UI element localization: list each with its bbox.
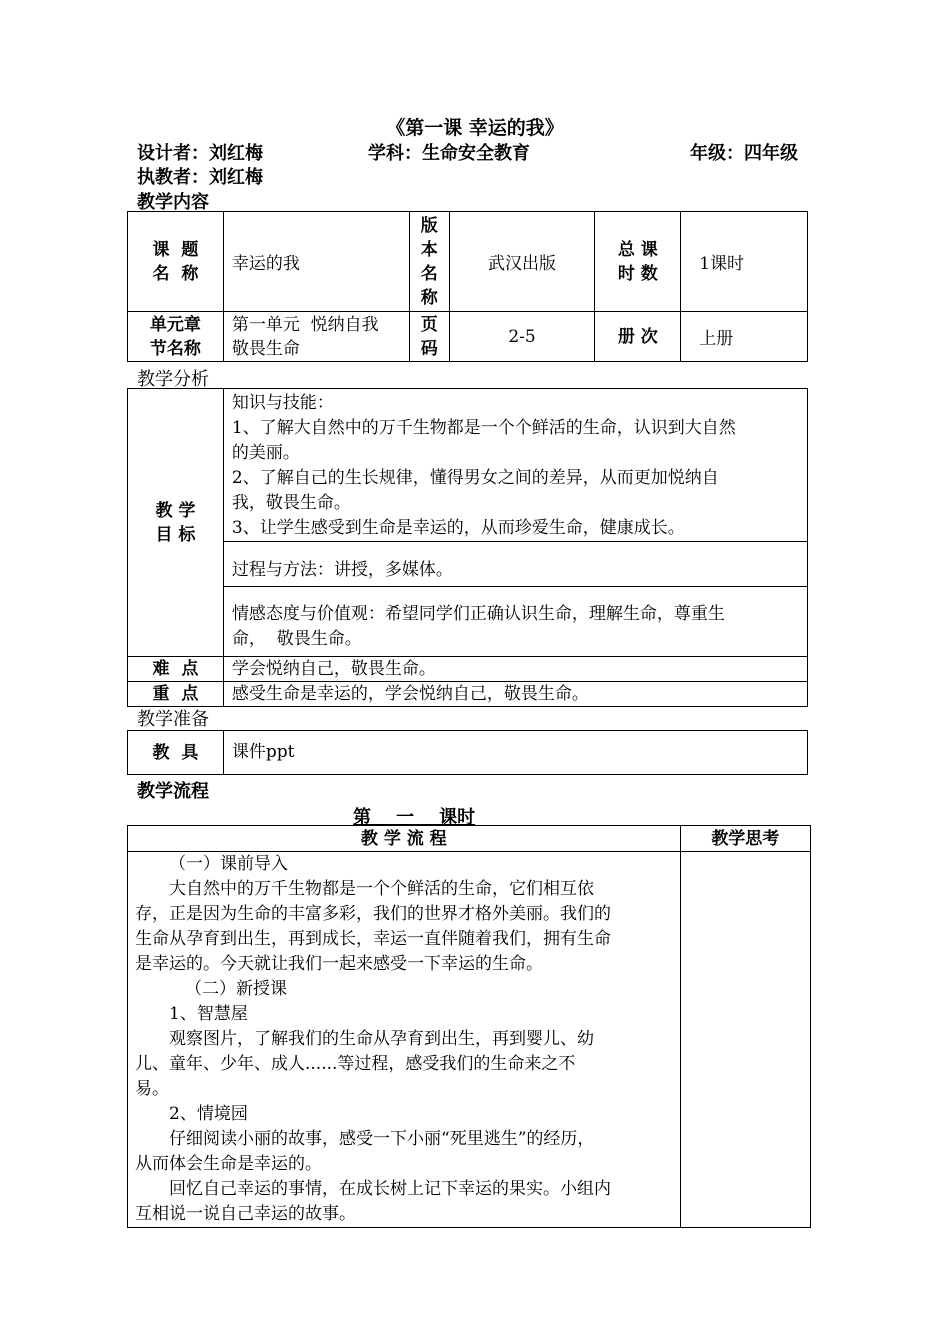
knowledge-skills: [223, 389, 807, 542]
flow-header: 教 学 流 程: [128, 826, 681, 852]
version-label: [409, 212, 449, 312]
section-heading-flow: 教学流程: [137, 781, 209, 802]
reflection-cell: [680, 852, 810, 1228]
unit-label-line2: 节名称: [149, 338, 201, 359]
document-title: 《第一课 幸运的我》: [386, 117, 564, 139]
goal-label-line1: 教 学: [155, 500, 196, 521]
page-label: [409, 312, 449, 362]
content-table: [127, 211, 808, 362]
designer-label: 设计者：刘红梅: [137, 143, 263, 164]
section-heading-content: 教学内容: [137, 192, 209, 213]
version-label-char: 版: [420, 215, 438, 236]
knowledge-line: 2、了解自己的生长规律，懂得男女之间的差异，从而更加悦纳自: [231, 468, 719, 488]
flow-line: 1、智慧屋: [169, 1004, 248, 1024]
knowledge-line: 知识与技能：: [231, 393, 334, 413]
topic-label: [128, 212, 224, 312]
flow-line: 儿、童年、少年、成人......等过程，感受我们的生命来之不: [135, 1054, 576, 1074]
flow-line: 大自然中的万千生物都是一个个鲜活的生命，它们相互依: [169, 879, 594, 899]
hours-label-line1: 总 课: [617, 239, 658, 260]
emotion-line: 命， 敬畏生命。: [231, 628, 362, 649]
flow-content: [128, 852, 681, 1228]
topic-value: 幸运的我: [223, 212, 409, 312]
unit-value-line1: 第一单元 悦纳自我: [231, 314, 379, 335]
page-label-line2: 码: [420, 338, 438, 359]
section-heading-analysis: 教学分析: [137, 369, 209, 390]
flow-line: 生命从孕育到出生，再到成长，幸运一直伴随着我们，拥有生命: [135, 929, 611, 949]
knowledge-line: 我，敬畏生命。: [231, 493, 351, 513]
section-heading-prep: 教学准备: [137, 709, 209, 730]
reflection-header: 教学思考: [680, 826, 810, 852]
flow-line: 是幸运的。今天就让我们一起来感受一下幸运的生命。: [135, 954, 543, 974]
unit-value-line2: 敬畏生命: [231, 338, 300, 359]
version-label-char: 称: [420, 287, 438, 308]
volume-label: 册 次: [595, 312, 681, 362]
emotion-line: 情感态度与价值观：希望同学们正确认识生命，理解生命，尊重生: [231, 603, 725, 624]
flow-line: 仔细阅读小丽的故事，感受一下小丽“死里逃生”的经历，: [169, 1129, 595, 1149]
goal-label-line2: 目 标: [155, 524, 196, 545]
tool-label: 教 具: [128, 731, 224, 775]
key-point-value: 感受生命是幸运的，学会悦纳自己，敬畏生命。: [223, 682, 807, 707]
tool-value: 课件ppt: [223, 731, 807, 775]
page-value: 2-5: [449, 312, 595, 362]
unit-value: [223, 312, 409, 362]
volume-value: 上册: [681, 312, 808, 362]
knowledge-line: 的美丽。: [231, 443, 300, 463]
knowledge-line: 1、了解大自然中的万千生物都是一个个鲜活的生命，认识到大自然: [231, 418, 736, 438]
prep-table: [127, 730, 808, 775]
unit-label-line1: 单元章: [149, 314, 201, 335]
version-value: 武汉出版: [449, 212, 595, 312]
topic-label-line1: 课 题: [152, 239, 199, 260]
hours-value: 1课时: [681, 212, 808, 312]
version-label-char: 名: [420, 263, 438, 284]
hours-label: [595, 212, 681, 312]
difficulty-label: 难 点: [128, 657, 224, 682]
flow-line: 2、情境园: [169, 1104, 248, 1124]
knowledge-line: 3、让学生感受到生命是幸运的，从而珍爱生命，健康成长。: [231, 518, 685, 538]
lesson-heading: 第 一 课时: [353, 807, 476, 828]
flow-line: 互相说一说自己幸运的故事。: [135, 1204, 356, 1224]
page-label-line1: 页: [420, 314, 438, 335]
flow-line: 观察图片，了解我们的生命从孕育到出生，再到婴儿、幼: [169, 1029, 594, 1049]
flow-line: （二）新授课: [185, 979, 287, 999]
analysis-table: [127, 388, 808, 707]
teacher-label: 执教者：刘红梅: [137, 167, 263, 188]
unit-label: [128, 312, 224, 362]
topic-label-line2: 名 称: [152, 263, 199, 284]
difficulty-value: 学会悦纳自己，敬畏生命。: [223, 657, 807, 682]
process-method: 过程与方法：讲授，多媒体。: [223, 542, 807, 587]
subject-label: 学科：生命安全教育: [368, 143, 530, 164]
flow-table: [127, 825, 811, 1228]
flow-line: 从而体会生命是幸运的。: [135, 1154, 322, 1174]
grade-label: 年级：四年级: [690, 143, 798, 164]
emotion-values: [223, 587, 807, 657]
hours-label-line2: 时 数: [617, 263, 658, 284]
flow-line: 存，正是因为生命的丰富多彩，我们的世界才格外美丽。我们的: [135, 904, 611, 924]
goal-label: [128, 389, 224, 657]
key-point-label: 重 点: [128, 682, 224, 707]
flow-line: 回忆自己幸运的事情，在成长树上记下幸运的果实。小组内: [169, 1179, 611, 1199]
flow-line: 易。: [135, 1079, 169, 1099]
flow-line: （一）课前导入: [169, 854, 288, 874]
version-label-char: 本: [420, 239, 438, 260]
